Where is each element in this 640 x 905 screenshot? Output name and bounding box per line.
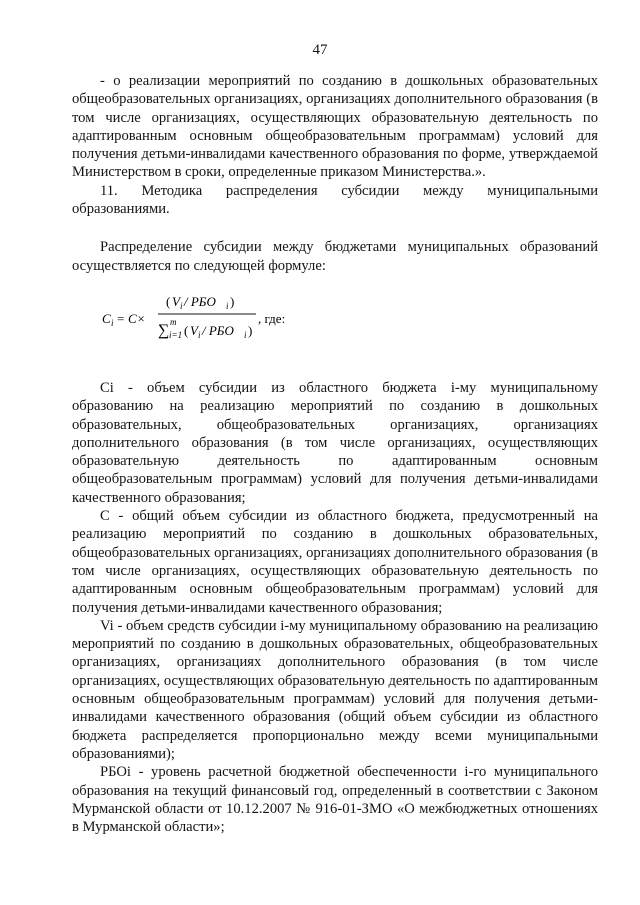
formula-sum-lower: i=1 — [169, 329, 183, 340]
definition-ci: Ci - объем субсидии из областного бюджета i-му муниципальному образованию на реализацию мероприятий по созданию в дошкольных образовательных, общеобразовательных организациях, организациях дополнительного образования (в том числе организациях, осуществляющих образовательную деятельность по адаптированным основным общеобразовательным программам) условий для получения детьми-инвалидами качественного образования; — [72, 379, 598, 506]
formula-lhs: C — [102, 310, 111, 326]
formula-coef: C× — [128, 310, 146, 326]
paragraph-report-form: - о реализации мероприятий по созданию в дошкольных образовательных общеобразовательных организациях, организациях дополнительного образования (в том числе организациях, осуществляющих образовательную деятельность по адаптированным основным общеобразовательным программам) условий для получения детьми-инвалидами качественного образования по форме, утверждаемой Министерством в сроки, определенные приказом Министерства.». — [72, 73, 598, 181]
formula-lhs-sub: i — [111, 317, 114, 328]
formula-num-rbo-sub: i — [226, 300, 229, 311]
formula-tail: , где: — [258, 310, 286, 326]
page-number: 47 — [312, 42, 328, 58]
formula-den-rbo: / РБО — [202, 322, 234, 338]
formula-equals: = — [117, 310, 125, 326]
distribution-formula — [72, 287, 598, 349]
definition-rboi: РБОi - уровень расчетной бюджетной обеспеченности i-го муниципального образования на текущий финансовый год, определенный в соответствии с Законом Мурманской области от 10.12.2007 № 916-01-ЗМО «О межбюджетных отношениях в Мурманской области»; — [72, 764, 598, 836]
formula-num-rbo: / РБО — [184, 293, 216, 309]
formula-den-open: ( — [184, 322, 189, 338]
formula-num-v: V — [172, 293, 180, 309]
formula-svg — [102, 287, 362, 349]
formula-num-close: ) — [230, 293, 235, 309]
definition-c: С - общий объем субсидии из областного бюджета, предусмотренный на реализацию мероприятий по созданию в дошкольных образовательных, общеобразовательных организациях, организациях дополнительного образования (в том числе организациях, осуществляющих образовательную деятельность по адаптированным основным общеобразовательным программам) условий для получения детьми-инвалидами качественного образования; — [72, 508, 598, 616]
document-body — [72, 72, 598, 836]
formula-den-v-sub: i — [198, 329, 201, 340]
formula-den-v: V — [190, 322, 198, 338]
formula-den-close: ) — [248, 322, 253, 338]
paragraph-formula-intro: Распределение субсидии между бюджетами муниципальных образований осуществляется по следующей формуле: — [72, 239, 598, 274]
section-11-heading: 11. Методика распределения субсидии между муниципальными образованиями. — [72, 182, 598, 218]
formula-sum-upper: m — [170, 316, 177, 327]
formula-sigma: ∑ — [158, 321, 170, 339]
formula-den-rbo-sub: i — [244, 329, 247, 340]
formula-num-open: ( — [166, 293, 171, 309]
definition-vi: Vi - объем средств субсидии i-му муниципальному образованию на реализацию мероприятий по созданию в дошкольных образовательных, общеобразовательных организациях, организациях дополнительного образования (в том числе организациях, осуществляющих образовательную деятельность по адаптированным основным общеобразовательным программам) условий для получения детьми-инвалидами качественного образования (общий объем субсидии из областного бюджета распределяется пропорционально между всеми муниципальными образованиями); — [72, 617, 598, 762]
formula-num-v-sub: i — [180, 300, 183, 311]
